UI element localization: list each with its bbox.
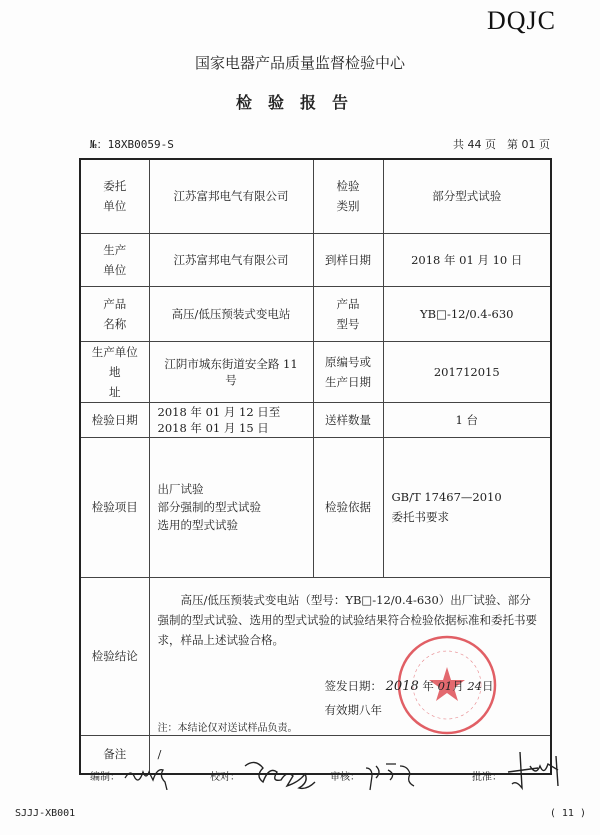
compiled-signature [122,760,177,790]
test-date-label: 检验日期 [80,402,149,437]
approved-label: 批准： [472,772,502,783]
issue-year: 2018 [385,678,419,694]
basis-label: 检验依据 [313,437,383,577]
client-value: 江苏富邦电气有限公司 [149,159,313,233]
form-number: ( 11 ) [549,808,586,819]
quantity-label: 送样数量 [313,402,383,437]
test-type-label: 检验 类别 [313,159,383,233]
product-label: 产品 名称 [80,286,149,341]
proofread-signature [240,754,325,794]
doc-code: DQJC [486,6,556,35]
conclusion-text: 高压/低压预装式变电站（型号：YB□-12/0.4-630）出厂试验、部分强制的型式试验、选用的型式试验的试验结果符合检验依据标准和委托书要求，样品上述试验合格。 [157,592,537,647]
approved-signature [500,748,570,792]
proofread-label: 校对： [210,772,240,783]
model-value: YB□-12/0.4-630 [383,286,551,341]
issue-date-label: 签发日期： [324,678,382,693]
test-type-value: 部分型式试验 [383,159,551,233]
page-count: 共 44 页 第 01 页 [453,138,550,151]
model-label: 产品 型号 [313,286,383,341]
issue-month: 01 [437,678,453,693]
manufacturer-label: 生产 单位 [80,233,149,286]
month-unit: 月 [452,678,464,693]
conclusion-note: 注：本结论仅对送试样品负责。 [157,722,298,734]
day-unit: 日 [482,678,494,693]
organization-name: 国家电器产品质量监督检验中心 [194,54,405,72]
validity: 有效期八年 [324,702,382,717]
serial-value: 201712015 [383,341,551,402]
remarks-value: / [149,735,551,774]
report-title: 检验报告 [235,93,364,112]
items-value: 出厂试验 部分强制的型式试验 选用的型式试验 [149,437,313,577]
report-table [79,158,552,775]
basis-value: GB/T 17467—2010 委托书要求 [383,437,551,577]
conclusion-label: 检验结论 [80,577,149,735]
test-date-value: 2018 年 01 月 12 日至 2018 年 01 月 15 日 [149,402,313,437]
remarks-label: 备注 [80,735,149,774]
issue-date [325,676,494,697]
address-value: 江阴市城东街道安全路 11 号 [149,341,313,402]
year-unit: 年 [422,678,434,693]
conclusion-cell [149,577,551,735]
reviewed-label: 审核： [330,772,360,783]
quantity-value: 1 台 [383,402,551,437]
product-value: 高压/低压预装式变电站 [149,286,313,341]
client-label: 委托 单位 [80,159,149,233]
reviewed-signature [362,758,422,792]
form-code: SJJJ-XB001 [15,808,76,819]
arrival-value: 2018 年 01 月 10 日 [383,233,551,286]
compiled-label: 编制： [90,772,120,783]
arrival-label: 到样日期 [313,233,383,286]
serial-label: 原编号或 生产日期 [313,341,383,402]
report-number: №：18XB0059-S [90,138,174,151]
manufacturer-value: 江苏富邦电气有限公司 [149,233,313,286]
address-label: 生产单位地 址 [80,341,149,402]
items-label: 检验项目 [80,437,149,577]
issue-day: 24 [467,678,482,693]
